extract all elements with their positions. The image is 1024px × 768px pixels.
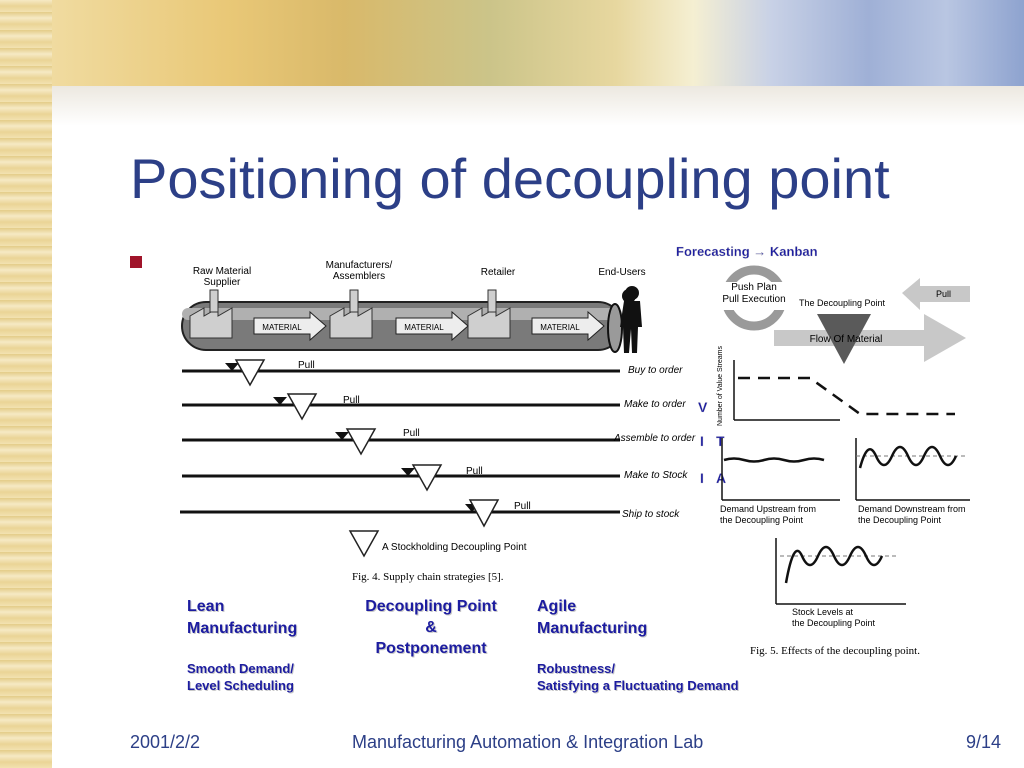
stage-label-supplier: Supplier (203, 277, 241, 288)
i-mark: I (700, 433, 704, 449)
forecasting-kanban-label: Forecasting → Kanban (676, 244, 818, 259)
pull-arrow-label: Pull (936, 289, 952, 299)
decorative-left-strip (0, 0, 52, 768)
stock-levels-label: Stock Levels at (792, 607, 854, 617)
strategy-label: Make to Stock (624, 470, 688, 481)
stage-label-manufacturers: Manufacturers/ (325, 260, 393, 271)
svg-text:MATERIAL: MATERIAL (404, 323, 444, 332)
stage-label-retailer: Retailer (480, 267, 516, 278)
value-streams-line (738, 378, 955, 414)
bullet-square (130, 256, 142, 268)
svg-text:MATERIAL: MATERIAL (262, 323, 302, 332)
strategy-label: Ship to stock (622, 509, 680, 520)
lean-manufacturing-label: Lean Manufacturing (187, 598, 298, 637)
strategy-label: Assemble to order (614, 433, 696, 444)
footer-date: 2001/2/2 (130, 732, 201, 752)
y-axis-label: Number of Value Streams (717, 345, 724, 427)
agile-subtitle: Robustness/ Satisfying a Fluctuating Demand (537, 661, 739, 693)
stage-label-end-users: End-Users (598, 267, 646, 278)
demand-upstream-label: Demand Upstream from (720, 504, 817, 514)
pull-label: Pull (298, 360, 315, 371)
decorative-top-banner (52, 0, 1024, 86)
svg-text:MATERIAL: MATERIAL (540, 323, 580, 332)
push-plan-label: Push Plan (731, 282, 777, 293)
strategy-label: Make to order (624, 399, 686, 410)
legend-triangle (350, 531, 378, 556)
demand-downstream-label: the Decoupling Point (858, 515, 942, 525)
fig4-caption: Fig. 4. Supply chain strategies [5]. (352, 571, 504, 583)
decoupling-postponement-label: Decoupling Point & Postponement (365, 598, 497, 657)
banner-shadow (52, 86, 1024, 126)
decoupling-point-label: The Decoupling Point (799, 298, 886, 308)
footer-lab-name: Manufacturing Automation & Integration Lab (352, 732, 704, 752)
pull-label: Pull (343, 395, 360, 406)
footer-page-number: 9/14 (966, 732, 1002, 752)
downstream-demand-line (860, 447, 956, 468)
agile-manufacturing-label: Agile Manufacturing (537, 598, 648, 637)
demand-upstream-label: the Decoupling Point (720, 515, 804, 525)
v-mark: V (698, 399, 708, 415)
stage-label-raw-material: Raw Material (192, 266, 252, 277)
fig5-decoupling-effects (670, 238, 1010, 658)
stage-label-assemblers: Assemblers (332, 271, 386, 282)
end-user-figure (605, 283, 650, 358)
upstream-demand-line (724, 459, 824, 462)
strategy-label: Buy to order (628, 365, 683, 376)
pull-label: Pull (466, 466, 483, 477)
stock-levels-label: the Decoupling Point (792, 618, 876, 628)
t-mark: T (716, 433, 725, 449)
pull-label: Pull (403, 428, 420, 439)
i-mark: I (700, 470, 704, 486)
flow-of-material-label: Flow Of Material (809, 334, 883, 345)
pull-label: Pull (514, 501, 531, 512)
pull-execution-label: Pull Execution (722, 294, 786, 305)
stock-levels-line (786, 547, 882, 583)
lean-subtitle: Smooth Demand/ Level Scheduling (187, 661, 294, 693)
legend-label: A Stockholding Decoupling Point (382, 542, 527, 553)
fig4-strategy-lines (170, 238, 620, 583)
demand-downstream-label: Demand Downstream from (858, 504, 966, 514)
fig5-caption: Fig. 5. Effects of the decoupling point. (750, 645, 920, 657)
a-mark: A (716, 470, 727, 486)
slide-title: Positioning of decoupling point (130, 147, 890, 210)
